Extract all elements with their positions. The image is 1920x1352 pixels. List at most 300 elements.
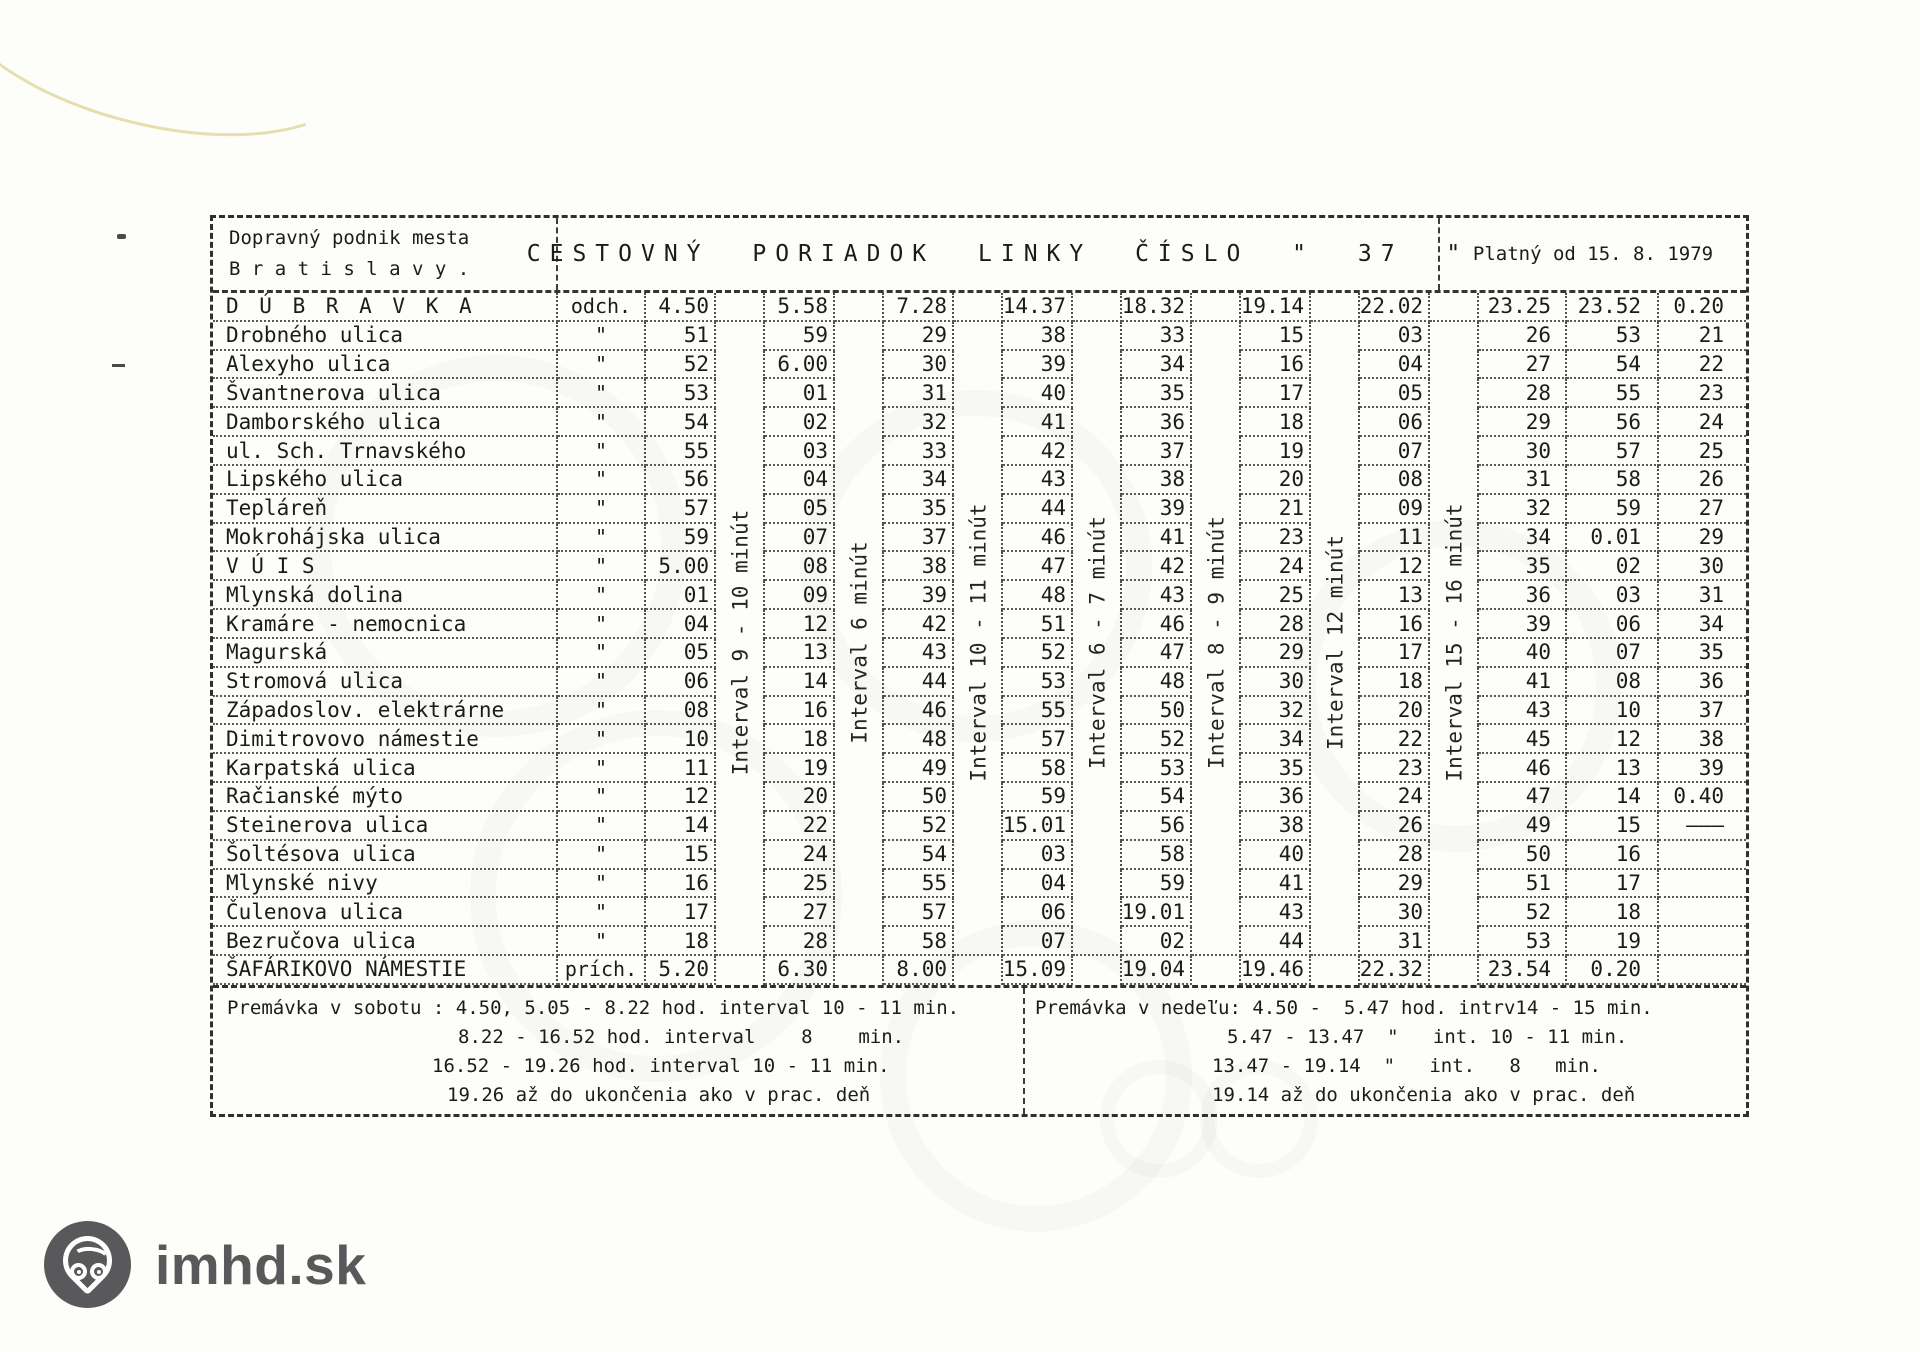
interval-strip: [716, 870, 765, 899]
time-cell: 39: [1003, 351, 1073, 380]
time-cell: 59: [765, 322, 835, 351]
time-cell: 41: [1003, 408, 1073, 437]
interval-strip: [835, 351, 884, 380]
timetable-row: [213, 927, 1746, 956]
tag-cell: ": [558, 466, 646, 495]
interval-strip: [835, 379, 884, 408]
time-cell: 57: [1003, 725, 1073, 754]
time-cell: 23.54: [1479, 956, 1567, 985]
time-cell: 14: [646, 812, 716, 841]
interval-strip: [954, 351, 1003, 380]
timetable-row: [213, 322, 1746, 351]
time-cell: 49: [1479, 812, 1567, 841]
time-cell: 12: [765, 610, 835, 639]
tag-cell: ": [558, 524, 646, 553]
time-cell: 11: [1360, 524, 1430, 553]
time-cell: 29: [1479, 408, 1567, 437]
time-cell: 8.00: [884, 956, 954, 985]
operator-line2: B r a t i s l a v y .: [229, 258, 470, 280]
time-cell: 54: [646, 408, 716, 437]
time-cell: 25: [765, 870, 835, 899]
time-cell: 13: [1567, 754, 1659, 783]
time-cell: 16: [1241, 351, 1311, 380]
note-line: Premávka v sobotu : 4.50, 5.05 - 8.22 hod. interval 10 - 11 min.: [227, 997, 960, 1019]
time-cell: 53: [1567, 322, 1659, 351]
time-cell: 34: [1479, 524, 1567, 553]
station-cell: Tepláreň: [213, 495, 558, 524]
imhd-logo: [44, 1221, 366, 1308]
time-cell: 04: [1003, 870, 1073, 899]
timetable-sheet: [210, 215, 1749, 1117]
time-cell: 47: [1479, 783, 1567, 812]
interval-strip: [1073, 322, 1122, 351]
time-cell: 26: [1479, 322, 1567, 351]
time-cell: 05: [765, 495, 835, 524]
time-cell: 47: [1122, 639, 1192, 668]
time-cell: 03: [1567, 581, 1659, 610]
station-cell: Dimitrovovo námestie: [213, 725, 558, 754]
tag-cell: ": [558, 552, 646, 581]
time-cell: 27: [1479, 351, 1567, 380]
time-cell: 56: [1122, 812, 1192, 841]
interval-strip: [716, 841, 765, 870]
interval-strip: [1192, 408, 1241, 437]
time-cell: 58: [1567, 466, 1659, 495]
interval-strip: [716, 956, 765, 985]
time-cell: 38: [1659, 725, 1746, 754]
time-cell: 40: [1241, 841, 1311, 870]
time-cell: 49: [884, 754, 954, 783]
tag-cell: prích.: [558, 956, 646, 985]
interval-strip: [1192, 379, 1241, 408]
interval-strip: [716, 293, 765, 322]
time-cell: 29: [1241, 639, 1311, 668]
time-cell: 01: [646, 581, 716, 610]
timetable-row: [213, 293, 1746, 322]
interval-strip: [1311, 322, 1360, 351]
interval-strip: [716, 322, 765, 351]
station-cell: Švantnerova ulica: [213, 379, 558, 408]
time-cell: 34: [884, 466, 954, 495]
time-cell: 28: [1479, 379, 1567, 408]
operator-line1: Dopravný podnik mesta: [229, 227, 470, 249]
interval-strip: [1430, 408, 1479, 437]
time-cell: 02: [1567, 552, 1659, 581]
station-cell: Mlynská dolina: [213, 581, 558, 610]
note-line: 19.26 až do ukončenia ako v prac. deň: [447, 1084, 871, 1106]
interval-strip: [1311, 898, 1360, 927]
time-cell: 03: [765, 437, 835, 466]
interval-strip: [954, 293, 1003, 322]
time-cell: 7.28: [884, 293, 954, 322]
time-cell: 27: [765, 898, 835, 927]
time-cell: 02: [1122, 927, 1192, 956]
time-cell: 18: [1360, 668, 1430, 697]
time-cell: 06: [1003, 898, 1073, 927]
time-cell: 42: [1003, 437, 1073, 466]
scan-speck: [117, 234, 126, 239]
time-cell: 05: [1360, 379, 1430, 408]
interval-strip: [1192, 351, 1241, 380]
time-cell: 44: [1241, 927, 1311, 956]
station-cell: Mokrohájska ulica: [213, 524, 558, 553]
station-cell: D Ú B R A V K A: [213, 293, 558, 322]
time-cell: 06: [646, 668, 716, 697]
time-cell: 02: [765, 408, 835, 437]
time-cell: 42: [884, 610, 954, 639]
interval-strip: [1192, 841, 1241, 870]
time-cell: [1659, 870, 1746, 899]
time-cell: 52: [1003, 639, 1073, 668]
time-cell: 35: [1241, 754, 1311, 783]
interval-strip: [716, 408, 765, 437]
notes-sunday: [1025, 988, 1746, 1114]
time-cell: 41: [1241, 870, 1311, 899]
station-cell: Drobného ulica: [213, 322, 558, 351]
time-cell: 57: [1567, 437, 1659, 466]
interval-strip: [1073, 293, 1122, 322]
time-cell: 14: [765, 668, 835, 697]
note-line: 16.52 - 19.26 hod. interval 10 - 11 min.: [432, 1055, 890, 1077]
time-cell: 16: [1567, 841, 1659, 870]
time-cell: 0.40: [1659, 783, 1746, 812]
time-cell: 43: [1241, 898, 1311, 927]
time-cell: 29: [1360, 870, 1430, 899]
station-cell: Západoslov. elektrárne: [213, 697, 558, 726]
time-cell: 08: [1567, 668, 1659, 697]
time-cell: 20: [765, 783, 835, 812]
time-cell: 36: [1479, 581, 1567, 610]
interval-strip: [835, 322, 884, 351]
station-cell: Stromová ulica: [213, 668, 558, 697]
time-cell: 52: [884, 812, 954, 841]
interval-strip: [1430, 898, 1479, 927]
interval-strip: [835, 956, 884, 985]
time-cell: 28: [1241, 610, 1311, 639]
interval-label: Interval 6 - 7 minút: [1085, 516, 1110, 769]
time-cell: 24: [1659, 408, 1746, 437]
time-cell: [1659, 841, 1746, 870]
interval-label: Interval 8 - 9 minút: [1204, 516, 1229, 769]
time-cell: 38: [1241, 812, 1311, 841]
tag-cell: ": [558, 495, 646, 524]
time-cell: 31: [1659, 581, 1746, 610]
time-cell: 50: [1122, 697, 1192, 726]
time-cell: 17: [1567, 870, 1659, 899]
interval-strip: [1192, 293, 1241, 322]
time-cell: 17: [1360, 639, 1430, 668]
time-cell: 18: [1567, 898, 1659, 927]
time-cell: 19.14: [1241, 293, 1311, 322]
time-cell: 57: [646, 495, 716, 524]
station-cell: Račianské mýto: [213, 783, 558, 812]
time-cell: 23.25: [1479, 293, 1567, 322]
time-cell: 52: [1479, 898, 1567, 927]
interval-strip: [1073, 351, 1122, 380]
time-cell: 35: [884, 495, 954, 524]
station-cell: Bezručova ulica: [213, 927, 558, 956]
time-cell: 30: [1479, 437, 1567, 466]
interval-strip: [1430, 322, 1479, 351]
interval-strip: [954, 927, 1003, 956]
station-cell: Magurská: [213, 639, 558, 668]
time-cell: 16: [765, 697, 835, 726]
time-cell: 43: [1479, 697, 1567, 726]
time-cell: 12: [1567, 725, 1659, 754]
time-cell: 50: [884, 783, 954, 812]
time-cell: 15: [646, 841, 716, 870]
tag-cell: ": [558, 610, 646, 639]
station-cell: ul. Sch. Trnavského: [213, 437, 558, 466]
time-cell: 54: [1567, 351, 1659, 380]
interval-strip: [835, 408, 884, 437]
time-cell: 34: [1241, 725, 1311, 754]
time-cell: 44: [884, 668, 954, 697]
tag-cell: ": [558, 927, 646, 956]
time-cell: 04: [1360, 351, 1430, 380]
time-cell: 40: [1479, 639, 1567, 668]
time-cell: 17: [1241, 379, 1311, 408]
interval-label: Interval 9 - 10 minút: [728, 509, 753, 776]
tag-cell: ": [558, 754, 646, 783]
time-cell: 55: [1567, 379, 1659, 408]
tag-cell: odch.: [558, 293, 646, 322]
time-cell: 6.30: [765, 956, 835, 985]
time-cell: 5.20: [646, 956, 716, 985]
time-cell: 53: [1122, 754, 1192, 783]
time-cell: 05: [646, 639, 716, 668]
time-cell: 0.20: [1567, 956, 1659, 985]
time-cell: 15.01: [1003, 812, 1073, 841]
time-cell: 15.09: [1003, 956, 1073, 985]
time-cell: 03: [1360, 322, 1430, 351]
interval-strip: [1073, 408, 1122, 437]
interval-strip: [1430, 927, 1479, 956]
time-cell: 29: [884, 322, 954, 351]
station-cell: Lipského ulica: [213, 466, 558, 495]
time-cell: 41: [1122, 524, 1192, 553]
time-cell: 5.00: [646, 552, 716, 581]
time-cell: 46: [884, 697, 954, 726]
time-cell: 25: [1241, 581, 1311, 610]
interval-strip: [835, 841, 884, 870]
interval-strip: [1073, 927, 1122, 956]
time-cell: 58: [1122, 841, 1192, 870]
time-cell: 50: [1479, 841, 1567, 870]
sheet-header: [213, 218, 1746, 293]
time-cell: 43: [1122, 581, 1192, 610]
time-cell: 30: [1241, 668, 1311, 697]
interval-strip: [1311, 870, 1360, 899]
bus-wheel-icon: [90, 1263, 107, 1280]
time-cell: 22.32: [1360, 956, 1430, 985]
time-cell: 06: [1360, 408, 1430, 437]
time-cell: 37: [1122, 437, 1192, 466]
time-cell: 07: [765, 524, 835, 553]
time-cell: 51: [1479, 870, 1567, 899]
tag-cell: ": [558, 379, 646, 408]
tag-cell: ": [558, 725, 646, 754]
time-cell: 07: [1360, 437, 1430, 466]
time-cell: 59: [646, 524, 716, 553]
scan-speck: [112, 364, 125, 367]
time-cell: 20: [1360, 697, 1430, 726]
time-cell: 23: [1241, 524, 1311, 553]
time-cell: 28: [1360, 841, 1430, 870]
time-cell: ———: [1659, 812, 1746, 841]
timetable-row: [213, 351, 1746, 380]
time-cell: 23.52: [1567, 293, 1659, 322]
interval-strip: [1192, 956, 1241, 985]
time-cell: 19: [765, 754, 835, 783]
time-cell: 0.20: [1659, 293, 1746, 322]
operation-notes: [213, 985, 1746, 1114]
station-cell: Šoltésova ulica: [213, 841, 558, 870]
time-cell: 32: [884, 408, 954, 437]
interval-strip: [835, 898, 884, 927]
time-cell: 18.32: [1122, 293, 1192, 322]
time-cell: 53: [1479, 927, 1567, 956]
time-cell: 5.58: [765, 293, 835, 322]
tag-cell: ": [558, 351, 646, 380]
time-cell: 55: [1003, 697, 1073, 726]
time-cell: 30: [884, 351, 954, 380]
tag-cell: ": [558, 668, 646, 697]
time-cell: 31: [1360, 927, 1430, 956]
station-cell: Kramáre - nemocnica: [213, 610, 558, 639]
station-cell: Steinerova ulica: [213, 812, 558, 841]
note-line: Premávka v nedeľu: 4.50 - 5.47 hod. intrv14 - 15 min.: [1035, 997, 1653, 1019]
interval-strip: [1311, 408, 1360, 437]
time-cell: 26: [1360, 812, 1430, 841]
interval-label: Interval 10 - 11 minút: [966, 503, 991, 782]
timetable-grid: [213, 293, 1746, 985]
tag-cell: ": [558, 870, 646, 899]
time-cell: 32: [1479, 495, 1567, 524]
time-cell: 18: [1241, 408, 1311, 437]
bus-wheel-icon: [70, 1263, 87, 1280]
interval-strip: [716, 351, 765, 380]
time-cell: [1659, 898, 1746, 927]
interval-strip: [1311, 293, 1360, 322]
time-cell: 16: [646, 870, 716, 899]
time-cell: 19: [1241, 437, 1311, 466]
interval-strip: [954, 322, 1003, 351]
time-cell: 51: [646, 322, 716, 351]
time-cell: 55: [884, 870, 954, 899]
timetable-row: [213, 379, 1746, 408]
station-cell: Čulenova ulica: [213, 898, 558, 927]
time-cell: 58: [884, 927, 954, 956]
time-cell: 13: [765, 639, 835, 668]
interval-strip: [1311, 351, 1360, 380]
time-cell: 21: [1659, 322, 1746, 351]
interval-strip: [716, 927, 765, 956]
time-cell: 07: [1003, 927, 1073, 956]
time-cell: 18: [646, 927, 716, 956]
time-cell: 22: [1659, 351, 1746, 380]
tag-cell: ": [558, 898, 646, 927]
interval-strip: [1073, 870, 1122, 899]
time-cell: 54: [1122, 783, 1192, 812]
time-cell: 11: [646, 754, 716, 783]
time-cell: 52: [1122, 725, 1192, 754]
station-cell: ŠAFÁRIKOVO NÁMESTIE: [213, 956, 558, 985]
time-cell: 03: [1003, 841, 1073, 870]
time-cell: 30: [1360, 898, 1430, 927]
time-cell: 48: [884, 725, 954, 754]
interval-label: Interval 15 - 16 minút: [1442, 503, 1467, 782]
time-cell: 22: [1360, 725, 1430, 754]
time-cell: 46: [1003, 524, 1073, 553]
station-cell: Mlynské nivy: [213, 870, 558, 899]
note-line: 5.47 - 13.47 " int. 10 - 11 min.: [1227, 1026, 1628, 1048]
time-cell: 21: [1241, 495, 1311, 524]
imhd-logo-text: imhd.sk: [155, 1233, 367, 1296]
time-cell: 09: [1360, 495, 1430, 524]
interval-strip: [835, 870, 884, 899]
time-cell: 48: [1003, 581, 1073, 610]
tag-cell: ": [558, 639, 646, 668]
time-cell: 18: [765, 725, 835, 754]
time-cell: 46: [1479, 754, 1567, 783]
time-cell: 28: [765, 927, 835, 956]
time-cell: 01: [765, 379, 835, 408]
interval-label: Interval 12 minút: [1323, 535, 1348, 750]
time-cell: 53: [646, 379, 716, 408]
time-cell: 56: [646, 466, 716, 495]
time-cell: 19.46: [1241, 956, 1311, 985]
time-cell: 37: [1659, 697, 1746, 726]
validity-date: Platný od 15. 8. 1979: [1472, 243, 1714, 265]
tag-cell: ": [558, 841, 646, 870]
time-cell: 38: [1122, 466, 1192, 495]
interval-strip: [716, 898, 765, 927]
interval-strip: [835, 927, 884, 956]
interval-strip: [1073, 841, 1122, 870]
time-cell: 42: [1122, 552, 1192, 581]
time-cell: 4.50: [646, 293, 716, 322]
interval-strip: [954, 870, 1003, 899]
time-cell: 44: [1003, 495, 1073, 524]
time-cell: 23: [1360, 754, 1430, 783]
time-cell: 19: [1567, 927, 1659, 956]
interval-strip: [1430, 841, 1479, 870]
time-cell: 23: [1659, 379, 1746, 408]
time-cell: 10: [1567, 697, 1659, 726]
time-cell: 09: [765, 581, 835, 610]
time-cell: 24: [1360, 783, 1430, 812]
time-cell: 22.02: [1360, 293, 1430, 322]
time-cell: 57: [884, 898, 954, 927]
time-cell: 17: [646, 898, 716, 927]
interval-strip: [954, 379, 1003, 408]
station-cell: Alexyho ulica: [213, 351, 558, 380]
interval-strip: [1192, 898, 1241, 927]
time-cell: 04: [646, 610, 716, 639]
time-cell: 19.01: [1122, 898, 1192, 927]
time-cell: 12: [1360, 552, 1430, 581]
time-cell: 55: [646, 437, 716, 466]
sheet-title: CESTOVNÝ PORIADOK LINKY ČÍSLO " 37 ": [558, 218, 1440, 290]
time-cell: 47: [1003, 552, 1073, 581]
time-cell: 36: [1122, 408, 1192, 437]
time-cell: 35: [1659, 639, 1746, 668]
interval-strip: [954, 408, 1003, 437]
time-cell: 19.04: [1122, 956, 1192, 985]
time-cell: 34: [1659, 610, 1746, 639]
interval-strip: [1311, 841, 1360, 870]
